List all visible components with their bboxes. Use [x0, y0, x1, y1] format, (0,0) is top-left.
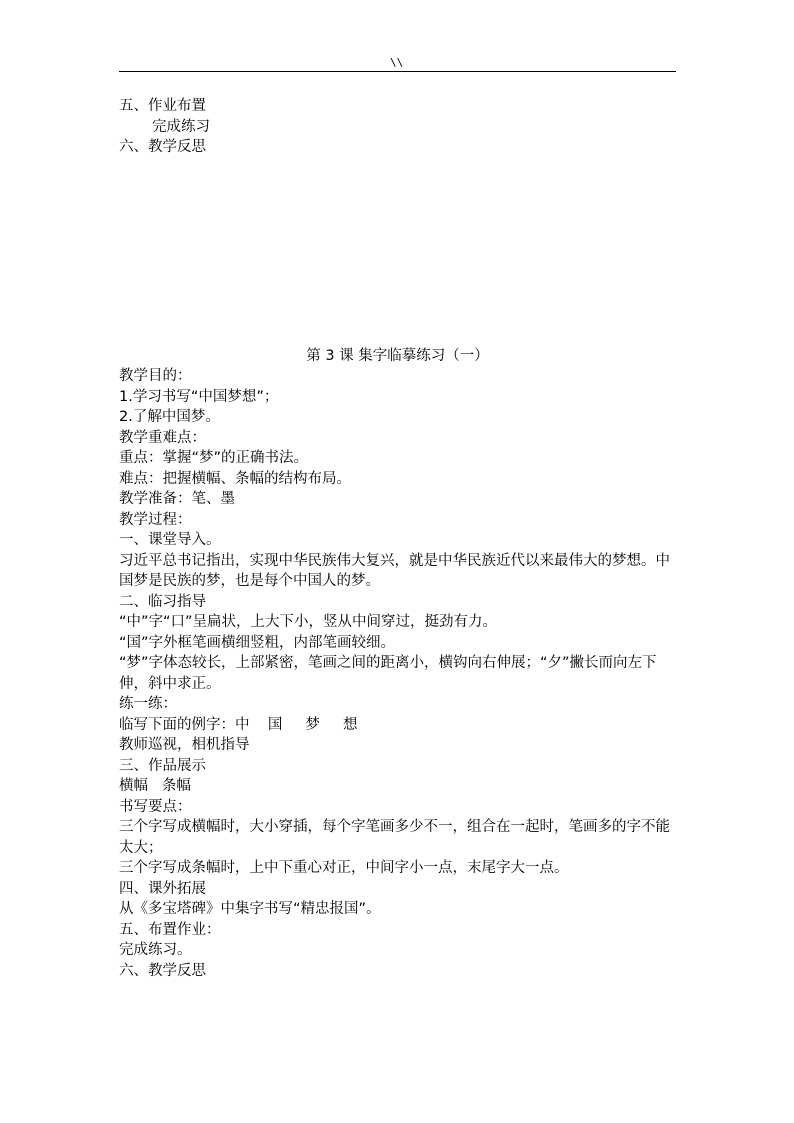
- reflection-heading: 六、教学反思: [119, 139, 206, 155]
- showcase-formats: 横幅 条幅: [119, 778, 191, 794]
- lesson-title: 第 3 课 集字临摹练习（一）: [306, 348, 489, 364]
- introduction-paragraph: 习近平总书记指出，实现中华民族伟大复兴，就是中华民族近代以来最伟大的梦想。中国梦是民族的梦，也是每个中国人的梦。: [119, 552, 670, 589]
- goal-item-1: 1.学习书写“中国梦想”；: [119, 388, 279, 405]
- guidance-guo: “国”字外框笔画横细竖粗，内部笔画较细。: [119, 634, 396, 651]
- homework-task: 完成练习。: [119, 942, 192, 958]
- homework-heading: 五、作业布置: [119, 98, 206, 114]
- header-rule: [119, 71, 676, 72]
- section-guidance-heading: 二、临习指导: [119, 593, 206, 610]
- writing-points-heading: 书写要点：: [119, 798, 192, 815]
- writing-point-vertical: 三个字写成条幅时，上中下重心对正，中间字小一点，末尾字大一点。: [119, 860, 569, 876]
- guidance-zhong: “中”字“口”呈扁状，上大下小，竖从中间穿过，挺劲有力。: [119, 614, 498, 630]
- goal-item-2: 2.了解中国梦。: [119, 409, 220, 425]
- section-homework-heading: 五、布置作业：: [119, 921, 221, 938]
- key-point: 重点：掌握“梦”的正确书法。: [119, 450, 309, 466]
- homework-item: 完成练习: [152, 118, 210, 135]
- practice-heading: 练一练：: [119, 696, 177, 712]
- extension-task: 从《多宝塔碑》中集字书写“精忠报国”。: [119, 901, 381, 917]
- teacher-patrol: 教师巡视，相机指导: [119, 737, 250, 753]
- teaching-process-heading: 教学过程：: [119, 511, 192, 528]
- top-section: [119, 96, 679, 158]
- section-reflection-heading: 六、教学反思: [119, 962, 206, 979]
- guidance-meng: “梦”字体态较长，上部紧密，笔画之间的距离小，横钩向右伸展；“夕”撇长而向左下伸，斜中求正。: [119, 655, 657, 692]
- teaching-goal-heading: 教学目的：: [119, 368, 192, 384]
- section-extension-heading: 四、课外拓展: [119, 880, 206, 897]
- header-mark: \\: [390, 56, 404, 69]
- practice-examples: 临写下面的例字：中 国 梦 想: [119, 716, 358, 733]
- difficult-point: 难点：把握横幅、条幅的结构布局。: [119, 470, 351, 487]
- section-introduction-heading: 一、课堂导入。: [119, 532, 221, 548]
- section-showcase-heading: 三、作品展示: [119, 757, 206, 774]
- teaching-preparation: 教学准备：笔、墨: [119, 491, 235, 507]
- lesson-body: [119, 366, 679, 981]
- writing-point-horizontal: 三个字写成横幅时，大小穿插，每个字笔画多少不一，组合在一起时，笔画多的字不能太大；: [119, 819, 670, 856]
- key-points-heading: 教学重难点：: [119, 429, 206, 446]
